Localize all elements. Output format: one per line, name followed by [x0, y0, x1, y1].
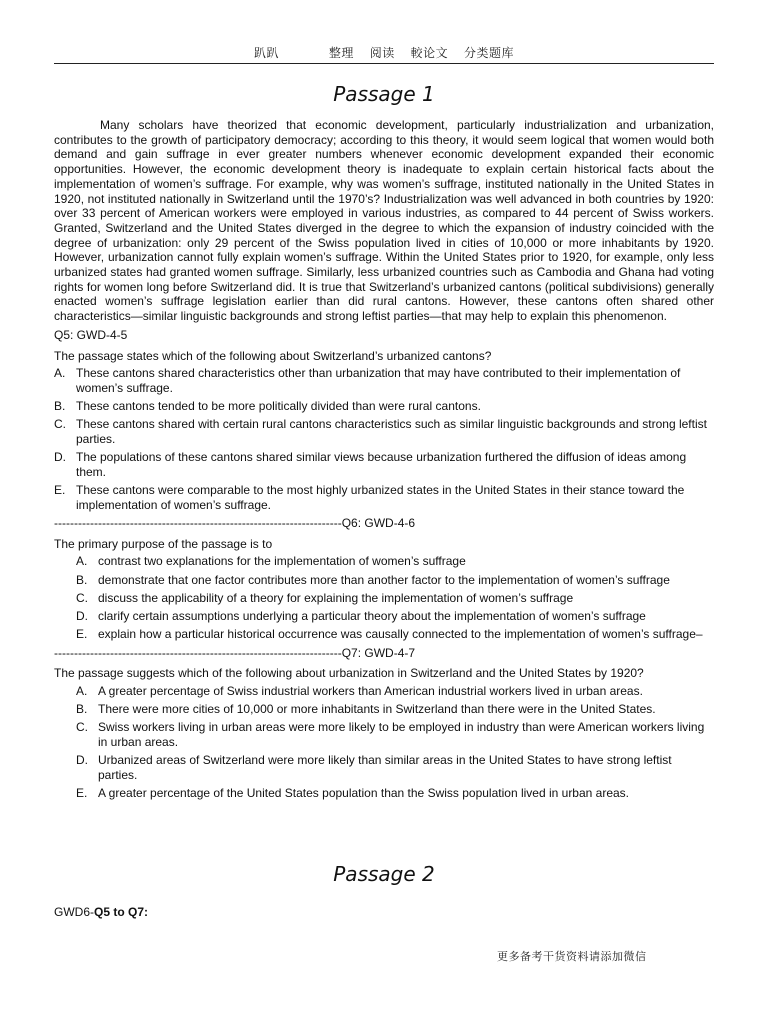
q7-option-a: A. A greater percentage of Swiss industrial workers than American industrial workers lived in urban areas. [76, 683, 643, 698]
gwd-range: Q5 to Q7: [94, 905, 149, 919]
page-footer: 更多备考干货资料请添加微信 [497, 951, 647, 963]
q7-option-e: E. A greater percentage of the United States population than the Swiss population lived in urban areas. [76, 786, 630, 801]
gwd-prefix: GWD6- [54, 905, 94, 919]
q5-stem: The passage states which of the following about Switzerland’s urbanized cantons? [54, 348, 492, 363]
q6-option-a: A. contrast two explanations for the implementation of women’s suffrage [76, 554, 466, 569]
q5-option-a: A. These cantons shared characteristics other than urbanization that may have contributed to their implementation of women’s suffrage. [54, 366, 681, 395]
q7-option-b: B. There were more cities of 10,000 or more inhabitants in Switzerland than there were in the United States. [76, 702, 656, 717]
gwd-label [54, 905, 148, 919]
passage-2-title: Passage 2 [333, 862, 435, 886]
q5-option-c: C. These cantons shared with certain rural cantons characteristics such as similar linguistic backgrounds and strong leftist parties. [54, 417, 707, 447]
q7-options [54, 684, 714, 801]
header-word-3: 較论文 [410, 46, 449, 60]
q6-option-d: D. clarify certain assumptions underlying a particular theory about the implementation of women’s suffrage [76, 609, 646, 624]
passage-paragraph: Many scholars have theorized that economic development, particularly industrialization and urbanization, contributes to the growth of participatory democracy; according to this theory, it would seem logical that women would both demand and gain suffrage in ever greater numbers whenever economic development expanded their economic opportunities. However, the economic development theory is inadequate to explain certain historical facts about the implementation of women’s suffrage. For example, why was women’s suffrage, instituted nationally in the United States in 1920, not instituted nationally in Switzerland until the 1970’s? Industrialization was well advanced in both countries by 1920: over 33 percent of American workers were employed in various industries, as compared to 44 percent of Swiss workers. Granted, Switzerland and the United States diverged in the degree to which the expansion of industry coincided with the degree of urbanization: only 29 percent of the Swiss population lived in cities of 10,000 or more inhabitants by 1920. However, urbanization cannot fully explain women’s suffrage. Within the United States prior to 1920, for example, only less urbanized states had granted women suffrage. Similarly, less urbanized countries such as Cambodia and Ghana had voting rights for women long before Switzerland did. It is true that Switzerland’s urbanized cantons (political subdivisions) generally enacted women’s suffrage legislation earlier than did rural cantons. However, these cantons often shared other characteristics—similar linguistic backgrounds and strong leftist parties—that may help to explain this phenomenon. [54, 118, 714, 324]
q6-option-c: C. discuss the applicability of a theory for explaining the implementation of women’s suffrage [76, 590, 574, 605]
q7-option-d: D. Urbanized areas of Switzerland were more likely than similar areas in the United States to have strong leftist parties. [76, 753, 672, 782]
q6-options [54, 554, 714, 642]
page-header [54, 44, 714, 61]
q6-stem: The primary purpose of the passage is to [54, 536, 273, 551]
q6-option-e: E. explain how a particular historical occurrence was causally connected to the implementation of women’s suffrage– [76, 627, 703, 642]
header-divider [54, 63, 714, 64]
q5-id: Q5: GWD-4-5 [54, 327, 128, 342]
passage-1-title: Passage 1 [333, 82, 435, 106]
header-word-4: 分类题库 [463, 46, 514, 60]
q6-separator: ------------------------------------------------------------------------Q6: GWD-4-6 [54, 516, 416, 531]
q7-separator: ------------------------------------------------------------------------Q7: GWD-4-7 [54, 645, 416, 660]
q5-option-e: E. These cantons were comparable to the most highly urbanized states in the United States in their stance toward the implementation of women’s suffrage. [54, 483, 685, 512]
q7-option-c: C. Swiss workers living in urban areas were more likely to be employed in industry than were American workers living in urban areas. [76, 720, 705, 750]
q7-stem: The passage suggests which of the following about urbanization in Switzerland and the United States by 1920? [54, 666, 644, 681]
q6-option-b: B. demonstrate that one factor contributes more than another factor to the implementation of women’s suffrage [76, 572, 670, 587]
header-word-2: 阅读 [369, 46, 395, 60]
passage-1-content [54, 118, 714, 804]
header-word-1: 整理 [328, 46, 354, 60]
q5-option-b: B. These cantons tended to be more politically divided than were rural cantons. [54, 399, 481, 414]
header-author: 趴趴 [254, 46, 280, 60]
q5-options [54, 366, 714, 512]
q5-option-d: D. The populations of these cantons shared similar views because urbanization furthered the diffusion of ideas among them. [54, 450, 687, 479]
